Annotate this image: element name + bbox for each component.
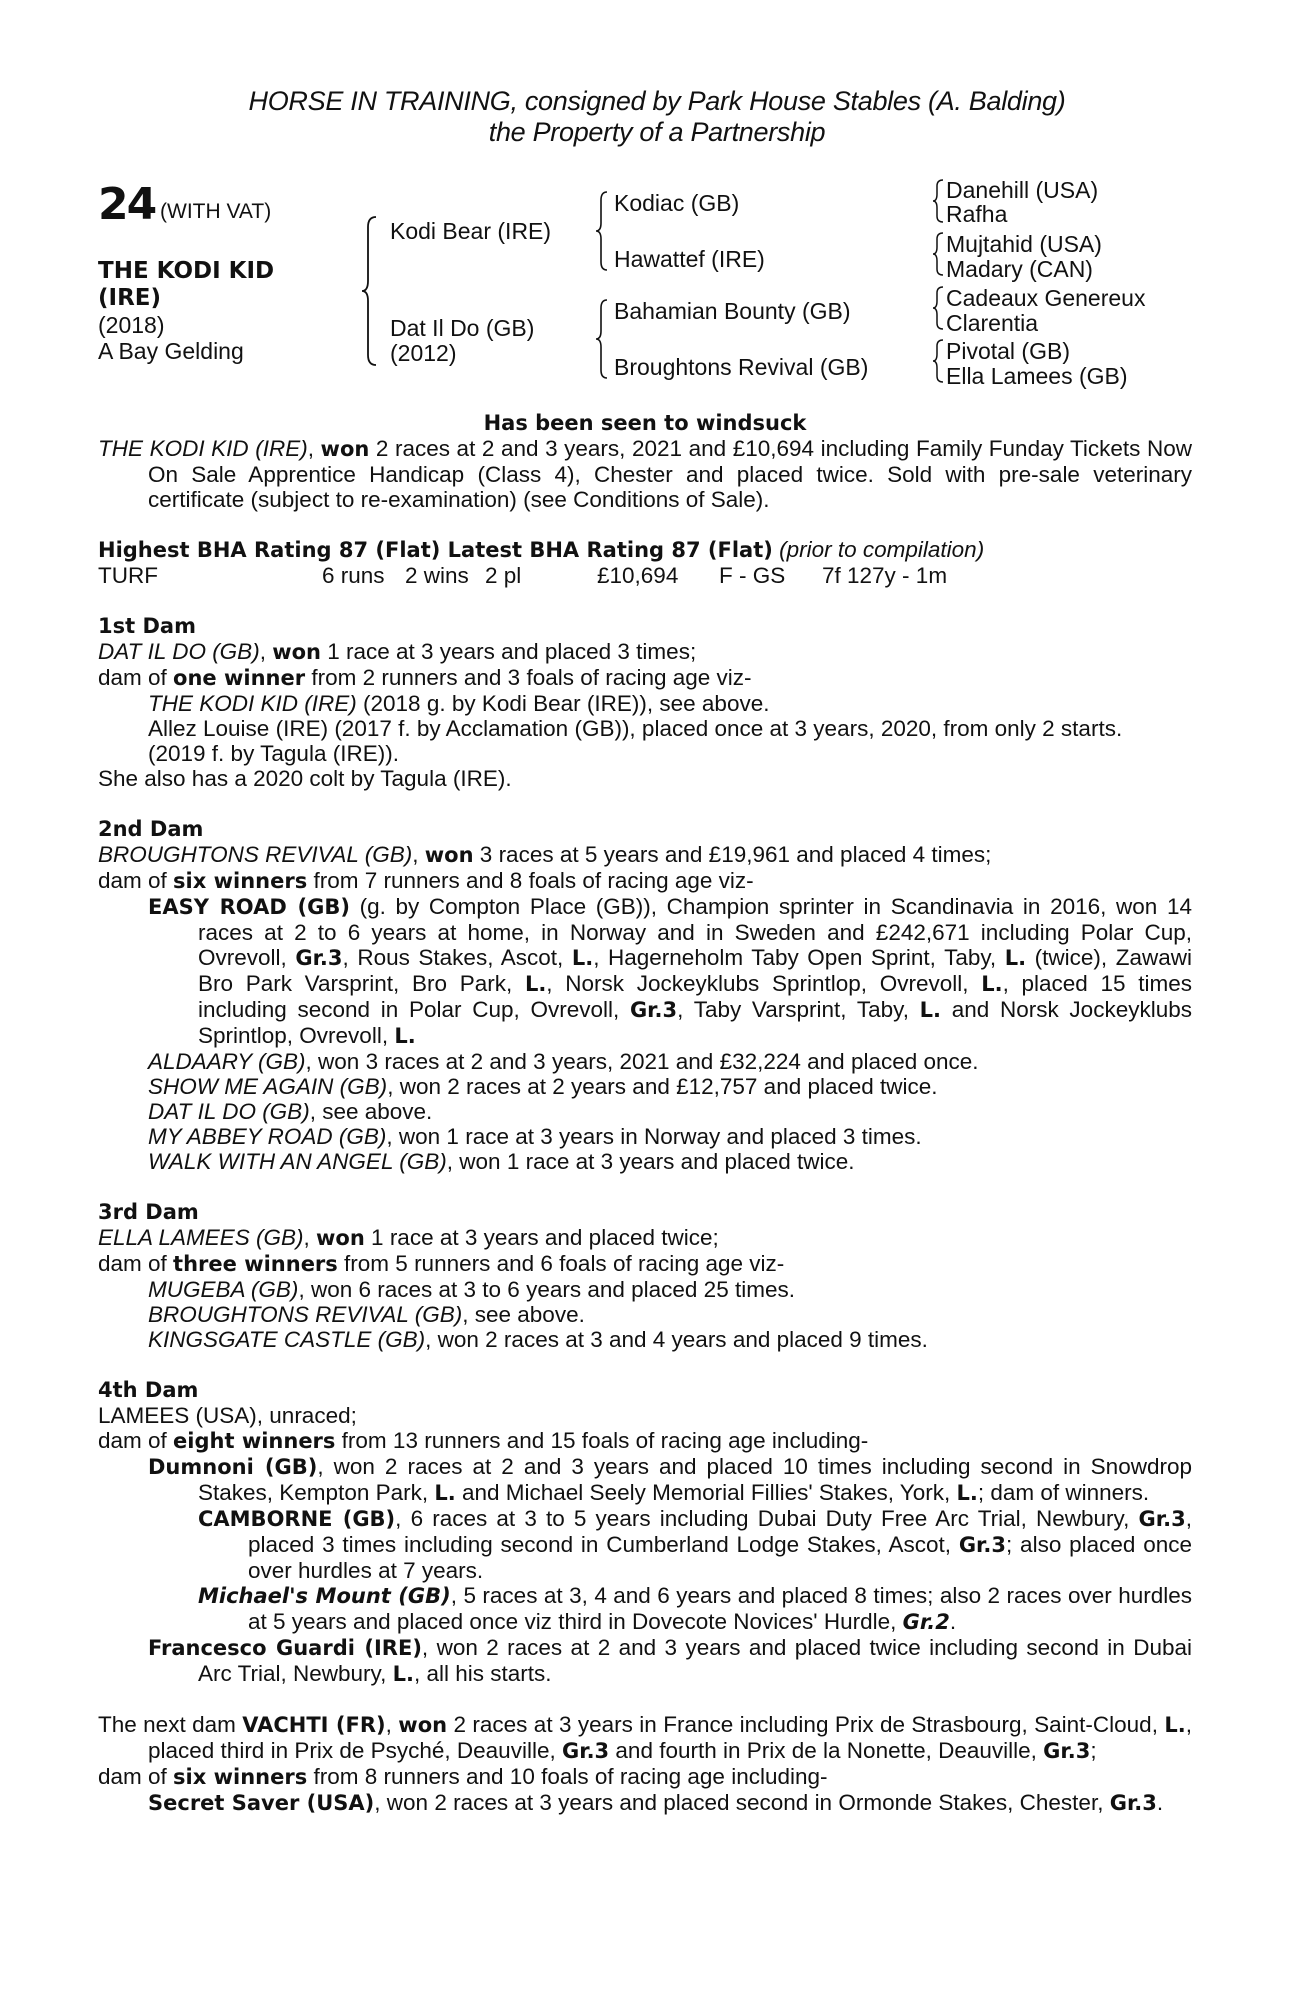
sire-sire: Kodiac (GB): [614, 190, 740, 216]
section-title: 3rd Dam: [98, 1200, 199, 1224]
produce-entry: Dumnoni (GB), won 2 races at 2 and 3 years and placed 10 times including second in Snowdrop Stakes, Kempton Park, L. and Michael Seely Memorial Fillies' Stakes, York, L.; dam of winners.: [148, 1454, 1192, 1505]
produce-entry: THE KODI KID (IRE) (2018 g. by Kodi Bear (IRE)), see above.: [148, 691, 770, 716]
pedigree-brace-g3-4: [931, 338, 945, 384]
g3-2: Rafha: [946, 201, 1008, 227]
race-summary: THE KODI KID (IRE), won 2 races at 2 and 3 years, 2021 and £10,694 including Family Funday Tickets Now On Sale Apprentice Handicap (Class 4), Chester and placed twice. Sold with pre-sale veterinary certificate (subject to re-examination) (see Conditions of Sale).: [98, 436, 1193, 512]
next-dam-record: The next dam VACHTI (FR), won 2 races at 3 years in France including Prix de Strasbourg, Saint-Cloud, L., placed third in Prix de Psyché, Deauville, Gr.3 and fourth in Prix de la Nonette, Deauville, Gr.3;: [98, 1712, 1192, 1763]
sire-dam: Hawattef (IRE): [614, 246, 765, 272]
third-dam-section: [98, 1199, 1192, 1352]
horse-name: [98, 258, 358, 312]
property-line: the Property of a Partnership: [488, 117, 826, 147]
turf-distance: 7f 127y - 1m: [822, 563, 948, 588]
pedigree-brace-g3-1: [931, 178, 945, 224]
horse-name-line1: THE KODI KID: [98, 258, 275, 284]
g3-6: Clarentia: [946, 310, 1039, 336]
dam-record: BROUGHTONS REVIVAL (GB), won 3 races at 5 years and £19,961 and placed 4 times;: [98, 842, 992, 867]
dam-sire: Bahamian Bounty (GB): [614, 298, 851, 324]
g3-1: Danehill (USA): [946, 177, 1099, 203]
g3-5: Cadeaux Genereux: [946, 285, 1146, 311]
dam-produce-summary: dam of one winner from 2 runners and 3 foals of racing age viz-: [98, 665, 752, 690]
horse-name-line2: (IRE): [98, 285, 162, 311]
foaling-year: (2018): [98, 312, 165, 338]
consignor-line: HORSE IN TRAINING, consigned by Park House Stables (A. Balding): [248, 86, 1066, 116]
g3-3: Mujtahid (USA): [946, 231, 1102, 257]
produce-entry: ALDAARY (GB), won 3 races at 2 and 3 years, 2021 and £32,224 and placed once.: [148, 1049, 979, 1074]
dam-produce-summary: dam of three winners from 5 runners and 6 foals of racing age viz-: [98, 1251, 785, 1276]
turf-prize: £10,694: [597, 563, 679, 588]
dam-year: (2012): [390, 340, 457, 366]
first-dam-section: [98, 613, 1192, 791]
pedigree-brace-main: [360, 215, 380, 367]
dam-dam: Broughtons Revival (GB): [614, 354, 869, 380]
pedigree-brace-dam: [594, 298, 610, 380]
catalogue-body: [98, 410, 1192, 1816]
produce-entry: (2019 f. by Tagula (IRE)).: [148, 741, 399, 766]
windsuck-notice: Has been seen to windsuck: [483, 411, 807, 435]
produce-entry: EASY ROAD (GB) (g. by Compton Place (GB)), Champion sprinter in Scandinavia in 2016, won 14 races at 2 to 6 years at home, in Norway and in Sweden and £242,671 including Polar Cup, Ovrevoll, Gr.3, Rous Stakes, Ascot, L., Hagerneholm Taby Open Sprint, Taby, L. (twice), Zawawi Bro Park Varsprint, Bro Park, L., Norsk Jockeyklubs Sprintlop, Ovrevoll, L., placed 15 times including second in Polar Cup, Ovrevoll, Gr.3, Taby Varsprint, Taby, L. and Norsk Jockeyklubs Sprintlop, Ovrevoll, L.: [148, 894, 1193, 1048]
section-title: 4th Dam: [98, 1378, 199, 1402]
pedigree-brace-sire: [594, 190, 610, 272]
produce-entry: SHOW ME AGAIN (GB), won 2 races at 2 years and £12,757 and placed twice.: [148, 1074, 938, 1099]
turf-runs: 6 runs: [322, 563, 385, 588]
turf-going: F - GS: [719, 563, 786, 588]
lot-number: 24: [98, 179, 156, 230]
dam-record: LAMEES (USA), unraced;: [98, 1403, 357, 1428]
dam-record: ELLA LAMEES (GB), won 1 race at 3 years and placed twice;: [98, 1225, 719, 1250]
turf-label: TURF: [98, 563, 158, 588]
dam-also-note: She also has a 2020 colt by Tagula (IRE).: [98, 766, 512, 791]
produce-entry: BROUGHTONS REVIVAL (GB), see above.: [148, 1302, 585, 1327]
section-title: 2nd Dam: [98, 817, 204, 841]
produce-entry: MUGEBA (GB), won 6 races at 3 to 6 years and placed 25 times.: [148, 1277, 795, 1302]
produce-entry: Allez Louise (IRE) (2017 f. by Acclamation (GB)), placed once at 3 years, 2020, from only 2 starts.: [148, 716, 1123, 741]
vat-label: (WITH VAT): [160, 200, 272, 223]
dam-record: DAT IL DO (GB), won 1 race at 3 years and placed 3 times;: [98, 639, 697, 664]
produce-entry-sub: Michael's Mount (GB), 5 races at 3, 4 and 6 years and placed 8 times; also 2 races over hurdles at 5 years and placed once viz third in Dovecote Novices' Hurdle, Gr.2.: [198, 1583, 1193, 1634]
fourth-dam-section: [98, 1377, 1192, 1687]
dam-produce-summary: dam of eight winners from 13 runners and 15 foals of racing age including-: [98, 1428, 869, 1453]
produce-entry-sub: CAMBORNE (GB), 6 races at 3 to 5 years including Dubai Duty Free Arc Trial, Newbury, Gr.3, placed 3 times including second in Cumberland Lodge Stakes, Ascot, Gr.3; also placed once over hurdles at 7 years.: [198, 1506, 1193, 1583]
produce-entry: MY ABBEY ROAD (GB), won 1 race at 3 years in Norway and placed 3 times.: [148, 1124, 922, 1149]
g3-4: Madary (CAN): [946, 256, 1093, 282]
g3-7: Pivotal (GB): [946, 338, 1070, 364]
produce-entry: KINGSGATE CASTLE (GB), won 2 races at 3 and 4 years and placed 9 times.: [148, 1327, 928, 1352]
summary-horse-name: THE KODI KID (IRE): [98, 436, 308, 461]
dam-produce-summary: dam of six winners from 8 runners and 10 foals of racing age including-: [98, 1764, 828, 1789]
turf-wins: 2 wins: [405, 563, 469, 588]
produce-entry: DAT IL DO (GB), see above.: [148, 1099, 433, 1124]
pedigree-brace-g3-2: [931, 231, 945, 277]
dam-produce-summary: dam of six winners from 7 runners and 8 foals of racing age viz-: [98, 868, 754, 893]
section-title: 1st Dam: [98, 614, 196, 638]
produce-entry: WALK WITH AN ANGEL (GB), won 1 race at 3 years and placed twice.: [148, 1149, 855, 1174]
g3-8: Ella Lamees (GB): [946, 363, 1128, 389]
horse-description: A Bay Gelding: [98, 338, 244, 364]
bha-rating: Highest BHA Rating 87 (Flat) Latest BHA Rating 87 (Flat) (prior to compilation): [98, 537, 985, 562]
produce-entry: Francesco Guardi (IRE), won 2 races at 2 and 3 years and placed twice including second in Dubai Arc Trial, Newbury, L., all his starts.: [148, 1635, 1192, 1686]
turf-placed: 2 pl: [485, 563, 522, 588]
pedigree-brace-g3-3: [931, 285, 945, 331]
turf-stats: [98, 563, 1192, 588]
second-dam-section: [98, 816, 1192, 1174]
produce-entry: Secret Saver (USA), won 2 races at 3 years and placed second in Ormonde Stakes, Chester, Gr.3.: [148, 1790, 1164, 1815]
dam: Dat Il Do (GB): [390, 315, 535, 341]
next-dam-section: [98, 1712, 1192, 1816]
sire: Kodi Bear (IRE): [390, 218, 552, 244]
